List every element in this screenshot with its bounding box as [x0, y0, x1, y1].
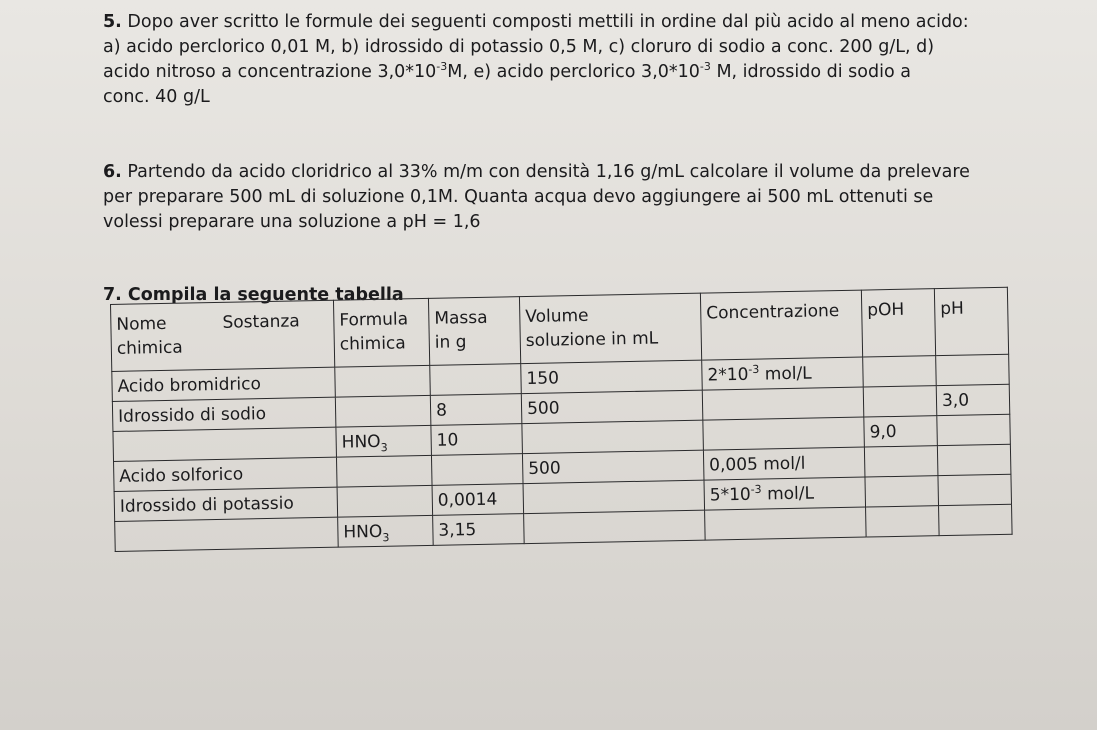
cell-volume	[524, 510, 706, 543]
cell-volume: 500	[521, 390, 703, 423]
exercise-5-line-1	[103, 10, 998, 35]
exercise-5-text-3c: M, idrossido di sodio a	[710, 62, 911, 82]
cell-name: Idrossido di potassio	[114, 487, 338, 521]
header-name-c: chimica	[116, 337, 183, 359]
cell-name	[115, 517, 339, 551]
cell-concentration	[705, 507, 867, 540]
formula-subscript: 3	[380, 440, 388, 454]
cell-name: Idrossido di sodio	[112, 397, 336, 431]
formula-base: HNO	[343, 521, 383, 543]
exercise-6-line-1	[103, 160, 998, 185]
header-volume	[519, 293, 701, 363]
cell-ph	[938, 474, 1012, 505]
cell-formula	[338, 515, 434, 547]
exercise-6-text-1: Partendo da acido cloridrico al 33% m/m con densità 1,16 g/mL calcolare il volume da prelevare	[127, 162, 970, 182]
cell-poh	[865, 476, 939, 507]
exercise-5-exp-1: -3	[436, 60, 448, 74]
header-volume-a: Volume	[525, 305, 589, 328]
cell-mass	[430, 364, 522, 396]
header-formula	[333, 298, 429, 367]
exercise-5-line-3	[103, 60, 998, 85]
cell-volume: 150	[521, 360, 703, 393]
cell-ph	[937, 414, 1011, 445]
cell-formula	[335, 365, 431, 397]
cell-ph	[936, 354, 1010, 385]
exercise-5-line-4: conc. 40 g/L	[103, 87, 210, 107]
cell-concentration	[702, 357, 864, 390]
cell-name: Acido solforico	[114, 457, 338, 491]
cell-name: Acido bromidrico	[112, 367, 336, 401]
cell-formula	[335, 395, 431, 427]
cell-concentration	[702, 387, 864, 420]
exercise-6-number: 6.	[103, 162, 122, 182]
exercise-5-text-1: Dopo aver scritto le formule dei seguenti composti mettili in ordine dal più acido al meno acido:	[127, 12, 969, 32]
conc-base: 2*10	[707, 364, 749, 386]
exercise-6	[103, 160, 998, 235]
cell-poh	[863, 356, 937, 387]
conc-unit: mol/L	[761, 483, 815, 505]
cell-mass	[431, 454, 523, 486]
cell-concentration	[703, 417, 865, 450]
cell-formula	[336, 455, 432, 487]
header-mass-a: Massa	[434, 307, 488, 329]
cell-mass: 8	[430, 394, 522, 426]
cell-volume: 500	[522, 450, 704, 483]
formula-base: HNO	[341, 431, 381, 453]
header-name-b: Sostanza	[222, 311, 300, 333]
cell-poh	[864, 446, 938, 477]
cell-mass: 10	[431, 424, 523, 456]
cell-ph: 3,0	[936, 384, 1010, 415]
formula-subscript: 3	[382, 530, 390, 544]
cell-volume	[523, 480, 705, 513]
cell-volume	[522, 420, 704, 453]
cell-poh: 9,0	[864, 416, 938, 447]
cell-concentration: 0,005 mol/l	[703, 447, 865, 480]
conc-unit: mol/L	[759, 363, 812, 385]
cell-poh	[866, 506, 940, 537]
header-formula-a: Formula	[339, 309, 409, 331]
exercise-5-exp-2: -3	[699, 60, 711, 74]
cell-name	[113, 427, 337, 461]
cell-poh	[863, 386, 937, 417]
exercise-7-number: 7.	[103, 285, 122, 305]
header-formula-b: chimica	[339, 333, 406, 355]
cell-ph	[939, 504, 1013, 535]
cell-concentration	[704, 477, 866, 510]
exercise-6-line-2: per preparare 500 mL di soluzione 0,1M. Quanta acqua devo aggiungere ai 500 mL ottenuti se	[103, 187, 934, 207]
exercise-6-line-3: volessi preparare una soluzione a pH = 1,6	[103, 212, 481, 232]
cell-formula	[336, 425, 432, 457]
header-mass-b: in g	[434, 332, 467, 353]
cell-ph	[937, 444, 1011, 475]
header-name	[111, 300, 335, 371]
conc-exponent: -3	[748, 362, 760, 376]
conc-base: 5*10	[709, 484, 751, 506]
exercise-5-text-3b: M, e) acido perclorico 3,0*10	[447, 62, 700, 82]
header-volume-b: soluzione in mL	[525, 328, 659, 352]
header-name-a: Nome	[116, 313, 167, 335]
header-poh: pOH	[861, 289, 935, 357]
cell-mass: 0,0014	[432, 484, 524, 516]
exercise-5-number: 5.	[103, 12, 122, 32]
exercise-5-line-2: a) acido perclorico 0,01 M, b) idrossido di potassio 0,5 M, c) cloruro di sodio a conc. 200 g/L, d)	[103, 37, 935, 57]
header-ph: pH	[934, 287, 1008, 355]
cell-formula	[337, 485, 433, 517]
exercise-7-title: Compila la seguente tabella	[127, 285, 404, 305]
cell-mass: 3,15	[433, 514, 525, 546]
exercise-5-text-3a: acido nitroso a concentrazione 3,0*10	[103, 62, 437, 82]
header-mass	[428, 297, 520, 366]
conc-exponent: -3	[750, 482, 762, 496]
chemistry-table	[110, 287, 1013, 552]
exercise-5	[103, 10, 998, 110]
header-concentration: Concentrazione	[700, 290, 862, 360]
